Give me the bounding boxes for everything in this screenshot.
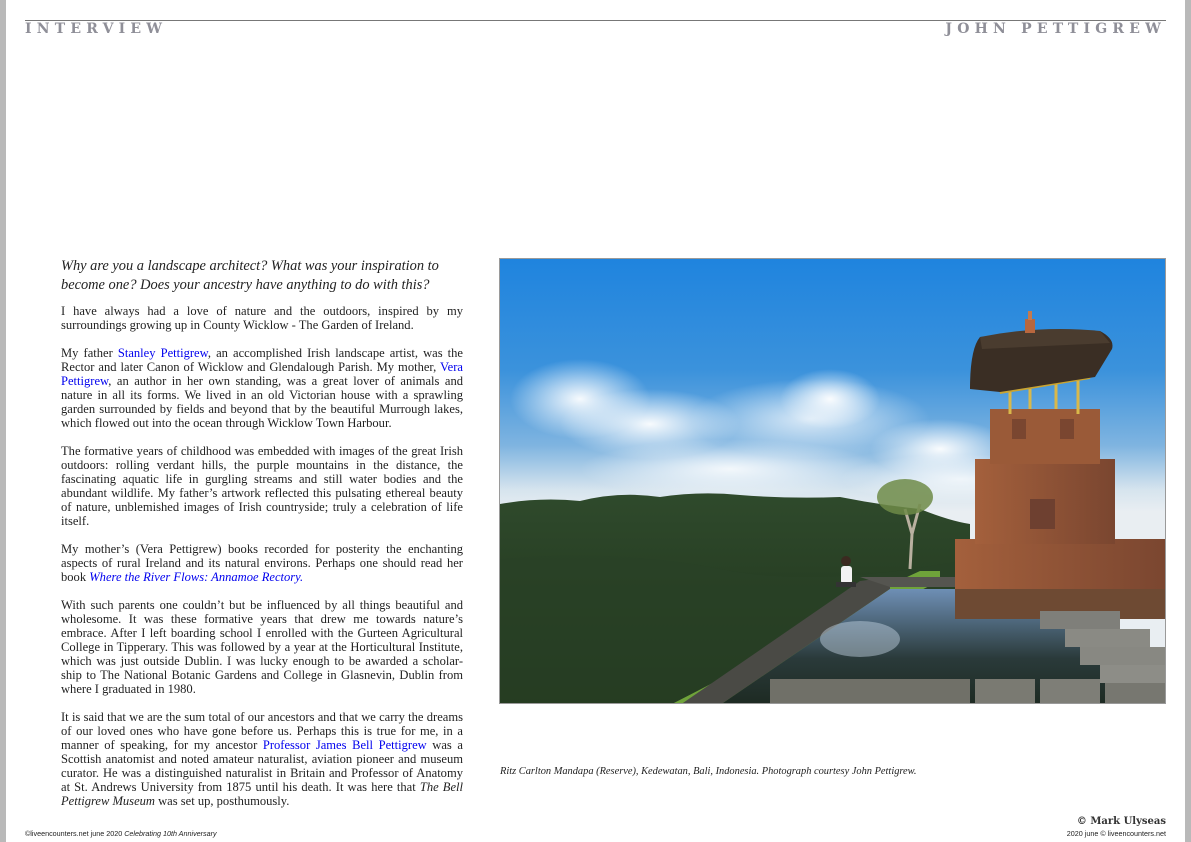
temple-photograph bbox=[499, 258, 1166, 704]
paragraph-6-text-3: was set up, posthumously. bbox=[154, 794, 290, 808]
paragraph-2-text-2: , an accomplished Irish landscape artist, was the Rector and later Canon of Wicklow and Glendalough Parish. My mother, bbox=[61, 346, 463, 374]
footer-left-text: ©liveencounters.net june 2020 bbox=[25, 829, 125, 838]
paragraph-6-text-2: was a Scottish anatomist and noted amateur naturalist, aviation pioneer and museum curator. He was a distinguished naturalist in Britain and Professor of Anatomy at St. Andrews University from 1875 until his death. It was here that bbox=[61, 738, 463, 794]
paragraph-4 bbox=[61, 542, 463, 584]
interviewee-name: JOHN PETTIGREW bbox=[945, 21, 1166, 37]
section-label: INTERVIEW bbox=[25, 21, 168, 37]
page-right-margin-bar bbox=[1185, 0, 1191, 842]
footer-right: 2020 june © liveencounters.net bbox=[1066, 829, 1166, 838]
paragraph-3: The formative years of childhood was embedded with images of the great Irish outdoors: rolling verdant hills, the purple mountains in the distance, the fascinating aquatic life in gurgling streams and still water bodies and the abundant wildlife. My father’s artwork reflected this pulsating ethereal beauty of nature, unblemished images of Irish countryside; truly a celebration of life itself. bbox=[61, 444, 463, 528]
link-stanley-pettigrew[interactable]: Stanley Pettigrew bbox=[117, 346, 208, 360]
article-column bbox=[61, 257, 463, 822]
paragraph-5: With such parents one couldn’t but be influenced by all things beautiful and wholesome. It was these formative years that drew me towards nature’s embrace. After I left boarding school I enrolled with the Gurteen Agricultural College in Tipperary. This was followed by a year at the Horticultural Institute, which was just outside Dublin. I was lucky enough to be awarded a scholar-ship to The National Botanic Gardens and College in Glasnevin, Dublin from where I graduated in 1980. bbox=[61, 598, 463, 696]
paragraph-6-text-1: It is said that we are the sum total of our ancestors and that we carry the dreams of our loved ones who have gone before us. Perhaps this is true for me, in a manner of speaking, for my ancestor bbox=[61, 710, 463, 752]
link-vera-pettigrew[interactable]: Vera Pettigrew bbox=[61, 360, 463, 388]
temple bbox=[955, 311, 1166, 619]
footer-anniversary: Celebrating 10th Anniversary bbox=[124, 829, 217, 838]
photo-caption: Ritz Carlton Mandapa (Reserve), Kedewatan, Bali, Indonesia. Photograph courtesy John Pettigrew. bbox=[500, 766, 917, 777]
paragraph-2 bbox=[61, 346, 463, 430]
link-james-bell-pettigrew[interactable]: Professor James Bell Pettigrew bbox=[262, 738, 427, 752]
paragraph-6 bbox=[61, 710, 463, 808]
photo-illustration bbox=[500, 259, 1166, 704]
link-where-the-river-flows[interactable]: Where the River Flows: Annamoe Rectory. bbox=[89, 570, 304, 584]
page-left-margin-bar bbox=[0, 0, 6, 842]
paragraph-2-text-1: My father bbox=[61, 346, 118, 360]
museum-name: The Bell Pettigrew Museum bbox=[61, 780, 463, 808]
footer-left bbox=[25, 829, 217, 838]
interview-question: Why are you a landscape architect? What was your inspiration to become one? Does your ancestry have anything to do with this? bbox=[61, 258, 439, 293]
copyright-author: © Mark Ulyseas bbox=[1076, 816, 1166, 827]
paragraph-2-text-3: , an author in her own standing, was a great lover of animals and nature in all its forms. We lived in an old Victorian house with a sprawling garden surrounded by fields and beyond that by the beautiful Murrough lakes, which flowed out into the ocean through Wicklow Town Harbour. bbox=[61, 374, 463, 430]
paragraph-4-text: My mother’s (Vera Pettigrew) books recorded for posterity the enchanting aspects of rural Ireland and its natural environs. Perhaps one should read her book bbox=[61, 542, 463, 584]
paragraph-1: I have always had a love of nature and the outdoors, inspired by my surroundings growing up in County Wicklow - The Garden of Ireland. bbox=[61, 304, 463, 332]
